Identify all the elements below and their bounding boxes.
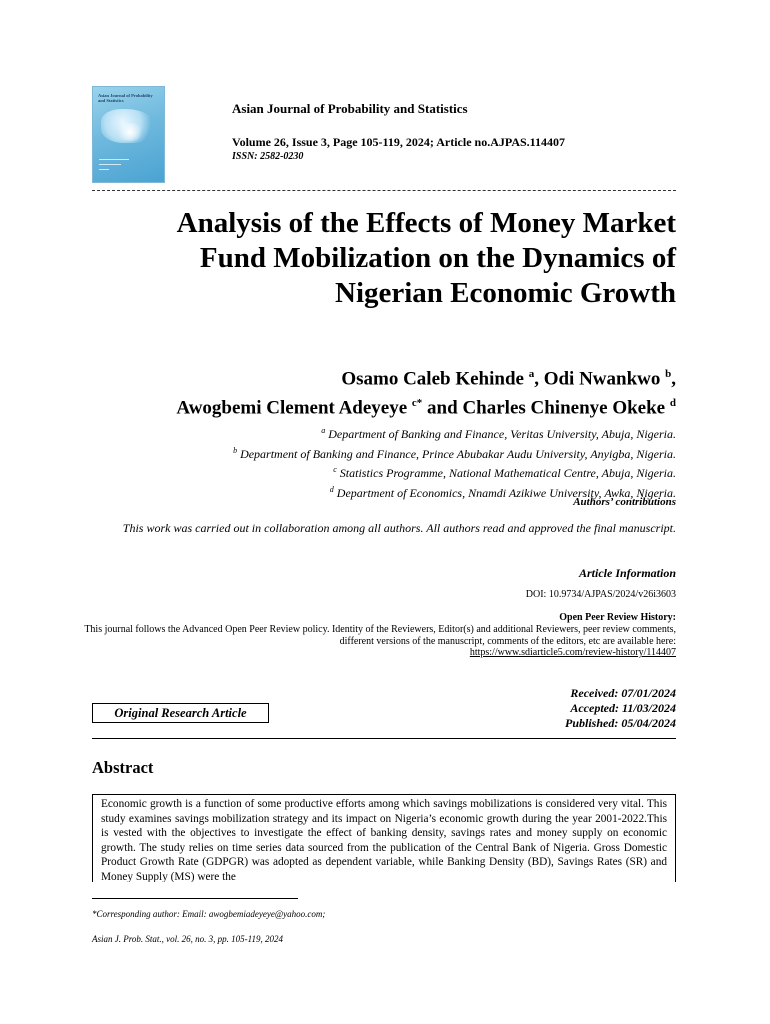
published-date: Published: 05/04/2024 bbox=[564, 716, 676, 730]
affiliation bbox=[56, 423, 676, 443]
author-name: Odi Nwankwo bbox=[543, 368, 666, 390]
article-type-badge: Original Research Article bbox=[92, 703, 269, 723]
peer-review-heading: Open Peer Review History: bbox=[559, 612, 676, 623]
contributions-heading: Authors’ contributions bbox=[573, 496, 676, 508]
corresponding-author: *Corresponding author: Email: awogbemiadeyeye@yahoo.com; bbox=[92, 909, 326, 919]
author-separator: and bbox=[422, 397, 463, 419]
info-divider bbox=[92, 738, 676, 739]
article-dates bbox=[565, 686, 676, 731]
affiliation-superscript: c bbox=[333, 465, 337, 474]
article-title: Analysis of the Effects of Money Market Fund Mobilization on the Dynamics of Nigerian Economic Growth bbox=[176, 207, 676, 309]
received-date: Received: 07/01/2024 bbox=[570, 686, 676, 700]
affiliation-superscript: d bbox=[329, 484, 334, 494]
affiliation-text: Department of Banking and Finance, Prince Abubakar Audu University, Anyigba, Nigeria. bbox=[237, 446, 676, 461]
cover-line bbox=[99, 164, 121, 165]
cover-line bbox=[99, 159, 129, 160]
cover-title: Asian Journal of Probability and Statistics bbox=[98, 93, 153, 103]
author-name: Awogbemi Clement Adeyeye bbox=[176, 397, 412, 419]
author-superscript: d bbox=[669, 397, 676, 410]
affiliation-text: Statistics Programme, National Mathematical Centre, Abuja, Nigeria. bbox=[336, 466, 676, 480]
cover-line bbox=[99, 169, 109, 170]
affiliation-superscript: b bbox=[233, 445, 238, 455]
affiliation-superscript: a bbox=[321, 426, 326, 435]
affiliation bbox=[56, 443, 676, 463]
affiliation bbox=[56, 462, 676, 482]
author-name: Charles Chinenye Okeke bbox=[462, 397, 670, 419]
author-separator: , bbox=[534, 368, 544, 390]
accepted-date: Accepted: 11/03/2024 bbox=[570, 701, 676, 715]
author-name: Osamo Caleb Kehinde bbox=[341, 368, 529, 390]
header-divider bbox=[92, 190, 676, 191]
doi: DOI: 10.9734/AJPAS/2024/v26i3603 bbox=[525, 589, 676, 600]
footnote-divider bbox=[92, 898, 298, 899]
abstract-text: Economic growth is a function of some productive efforts among which savings mobilizations is considered very vital. This study examines savings mobilization strategy and its impact on Nigeria’s economic growth during the year 2001-2022.This is vested with the objectives to investigate the effect of banking density, savings rates and money supply on economic growth. The study relies on time series data sourced from the publication of the Central Bank of Nigeria. Gross Domestic Product Growth Rate (GDPGR) was adopted as dependent variable, while Banking Density (BD), Savings Rates (SR) and Money Supply (MS) were the bbox=[92, 794, 676, 882]
affiliations bbox=[56, 423, 676, 501]
cover-artwork-highlight bbox=[115, 123, 145, 141]
article-info-heading: Article Information bbox=[578, 566, 676, 580]
journal-name: Asian Journal of Probability and Statistics bbox=[232, 101, 468, 116]
author-separator: , bbox=[671, 368, 676, 390]
affiliation-text: Department of Banking and Finance, Veritas University, Abuja, Nigeria. bbox=[325, 427, 676, 441]
citation: Asian J. Prob. Stat., vol. 26, no. 3, pp. 105-119, 2024 bbox=[92, 934, 283, 944]
journal-cover-thumbnail bbox=[92, 86, 165, 183]
author-superscript: c* bbox=[411, 397, 423, 410]
peer-review-text: This journal follows the Advanced Open Peer Review policy. Identity of the Reviewers, Editor(s) and additional Reviewers, peer review comments, different versions of the manuscript, comments of the editors, etc are available here: bbox=[84, 624, 676, 647]
peer-review-link[interactable]: https://www.sdiarticle5.com/review-history/114407 bbox=[469, 647, 676, 658]
contributions-text: This work was carried out in collaboration among all authors. All authors read and approved the final manuscript. bbox=[122, 521, 676, 535]
volume-line: Volume 26, Issue 3, Page 105-119, 2024; Article no.AJPAS.114407 bbox=[232, 135, 565, 149]
affiliation-text: Department of Economics, Nnamdi Azikiwe University, Awka, Nigeria. bbox=[333, 485, 676, 500]
author-list bbox=[76, 362, 676, 421]
author-superscript: b bbox=[665, 368, 672, 380]
issn: ISSN: 2582-0230 bbox=[232, 151, 304, 162]
author-superscript: a bbox=[528, 368, 535, 380]
abstract-heading: Abstract bbox=[92, 758, 154, 777]
